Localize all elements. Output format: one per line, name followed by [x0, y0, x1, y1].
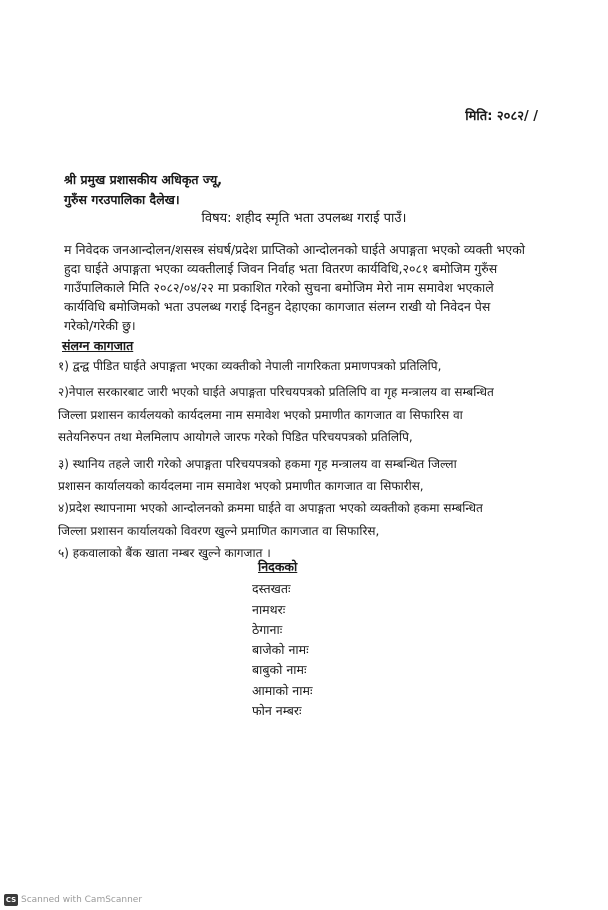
addressee-line-1: श्री प्रमुख प्रशासकीय अधिकृत ज्यू,	[64, 172, 223, 187]
attachment-item: ४)प्रदेश स्थापनामा भएको आन्दोलनको क्रममा घाईते वा अपाङ्गता भएको व्यक्तीको हकमा सम्बन्धित	[58, 501, 483, 516]
grandfather-name-field: बाजेको नामः	[252, 642, 309, 658]
addressee-line-2: गुरुँस गरउपालिका दैलेख।	[64, 192, 180, 207]
phone-number-field: फोन नम्बरः	[252, 703, 302, 719]
date-line: मिति: २०८२/ /	[465, 109, 538, 124]
body-line: म निवेदक जनआन्दोलन/शसस्त्र संघर्ष/प्रदेश प्राप्तिको आन्दोलनको घाईते अपाङ्गता भएको व्यक्ती भएको	[64, 242, 526, 257]
attachment-item: ३) स्थानिय तहले जारी गरेको अपाङ्गता परिचयपत्रको हकमा गृह मन्त्रालय वा सम्बन्धित जिल्ला	[58, 456, 457, 471]
mother-name-field: आमाको नामः	[252, 682, 313, 698]
scanner-watermark-text: Scanned with CamScanner	[21, 895, 143, 905]
attachment-item: जिल्ला प्रशासन कार्यलयको कार्यदलमा नाम समावेश भएको प्रमाणीत कागजात वा सिफारिस वा	[58, 407, 463, 422]
body-line: हुदा घाईते अपाङ्गता भएका व्यक्तीलाई जिवन निर्वाह भता वितरण कार्यविधि,२०८१ बमोजिम गुरुँस	[64, 261, 498, 276]
body-paragraph	[64, 240, 554, 335]
father-name-field: बाबुको नामः	[252, 662, 307, 678]
attachments-list	[58, 355, 558, 565]
address-field: ठेगानाः	[252, 621, 283, 637]
body-line: कार्यविधि बमोजिमको भता उपलब्ध गराई दिनहुन देहाएका कागजात संलग्न राखी यो निवेदन पेस	[64, 299, 491, 314]
signature-field: दस्तखतः	[252, 581, 291, 597]
attachment-item: ५) हकवालाको बैंक खाता नम्बर खुल्ने कागजात ।	[58, 546, 271, 561]
attachment-item: जिल्ला प्रशासन कार्यालयको विवरण खुल्ने प्रमाणित कागजात वा सिफारिस,	[58, 523, 380, 538]
scanner-watermark	[4, 894, 142, 906]
body-line: गरेको/गरेकी छु।	[64, 318, 136, 333]
camscanner-logo-icon: CS	[5, 896, 17, 904]
signer-label: निदककाे	[258, 559, 298, 574]
subject-line: विषय: शहीद स्मृति भता उपलब्ध गराई पाउँ।	[201, 211, 407, 226]
attachments-heading: संलग्न कागजात	[62, 338, 134, 353]
attachment-item: २)नेपाल सरकारबाट जारी भएको घाईते अपाङ्गता परिचयपत्रको प्रतिलिपि वा गृह मन्त्रालय वा सम्बन्धित	[58, 385, 494, 400]
name-field: नामथरः	[252, 601, 286, 617]
attachment-item: सतेयनिरुपन तथा मेलमिलाप आयोगले जारफ गरेको पिडित परिचयपत्रको प्रतिलिपि,	[58, 430, 413, 445]
body-line: गाउँपालिकाले मिति २०८२/०४/२२ मा प्रकाशित गरेको सुचना बमोजिम मेरो नाम समावेश भएकाले	[64, 280, 494, 295]
attachment-item: १) द्वन्द्व पीडित घाईते अपाङ्गता भएका व्यक्तीको नेपाली नागरिकता प्रमाणपत्रको प्रतिलिपि,	[58, 359, 442, 373]
attachment-item: प्रशासन कार्यालयको कार्यदलमा नाम समावेश भएको प्रमाणीत कागजात वा सिफारीस,	[58, 479, 424, 494]
signer-block	[252, 557, 312, 721]
